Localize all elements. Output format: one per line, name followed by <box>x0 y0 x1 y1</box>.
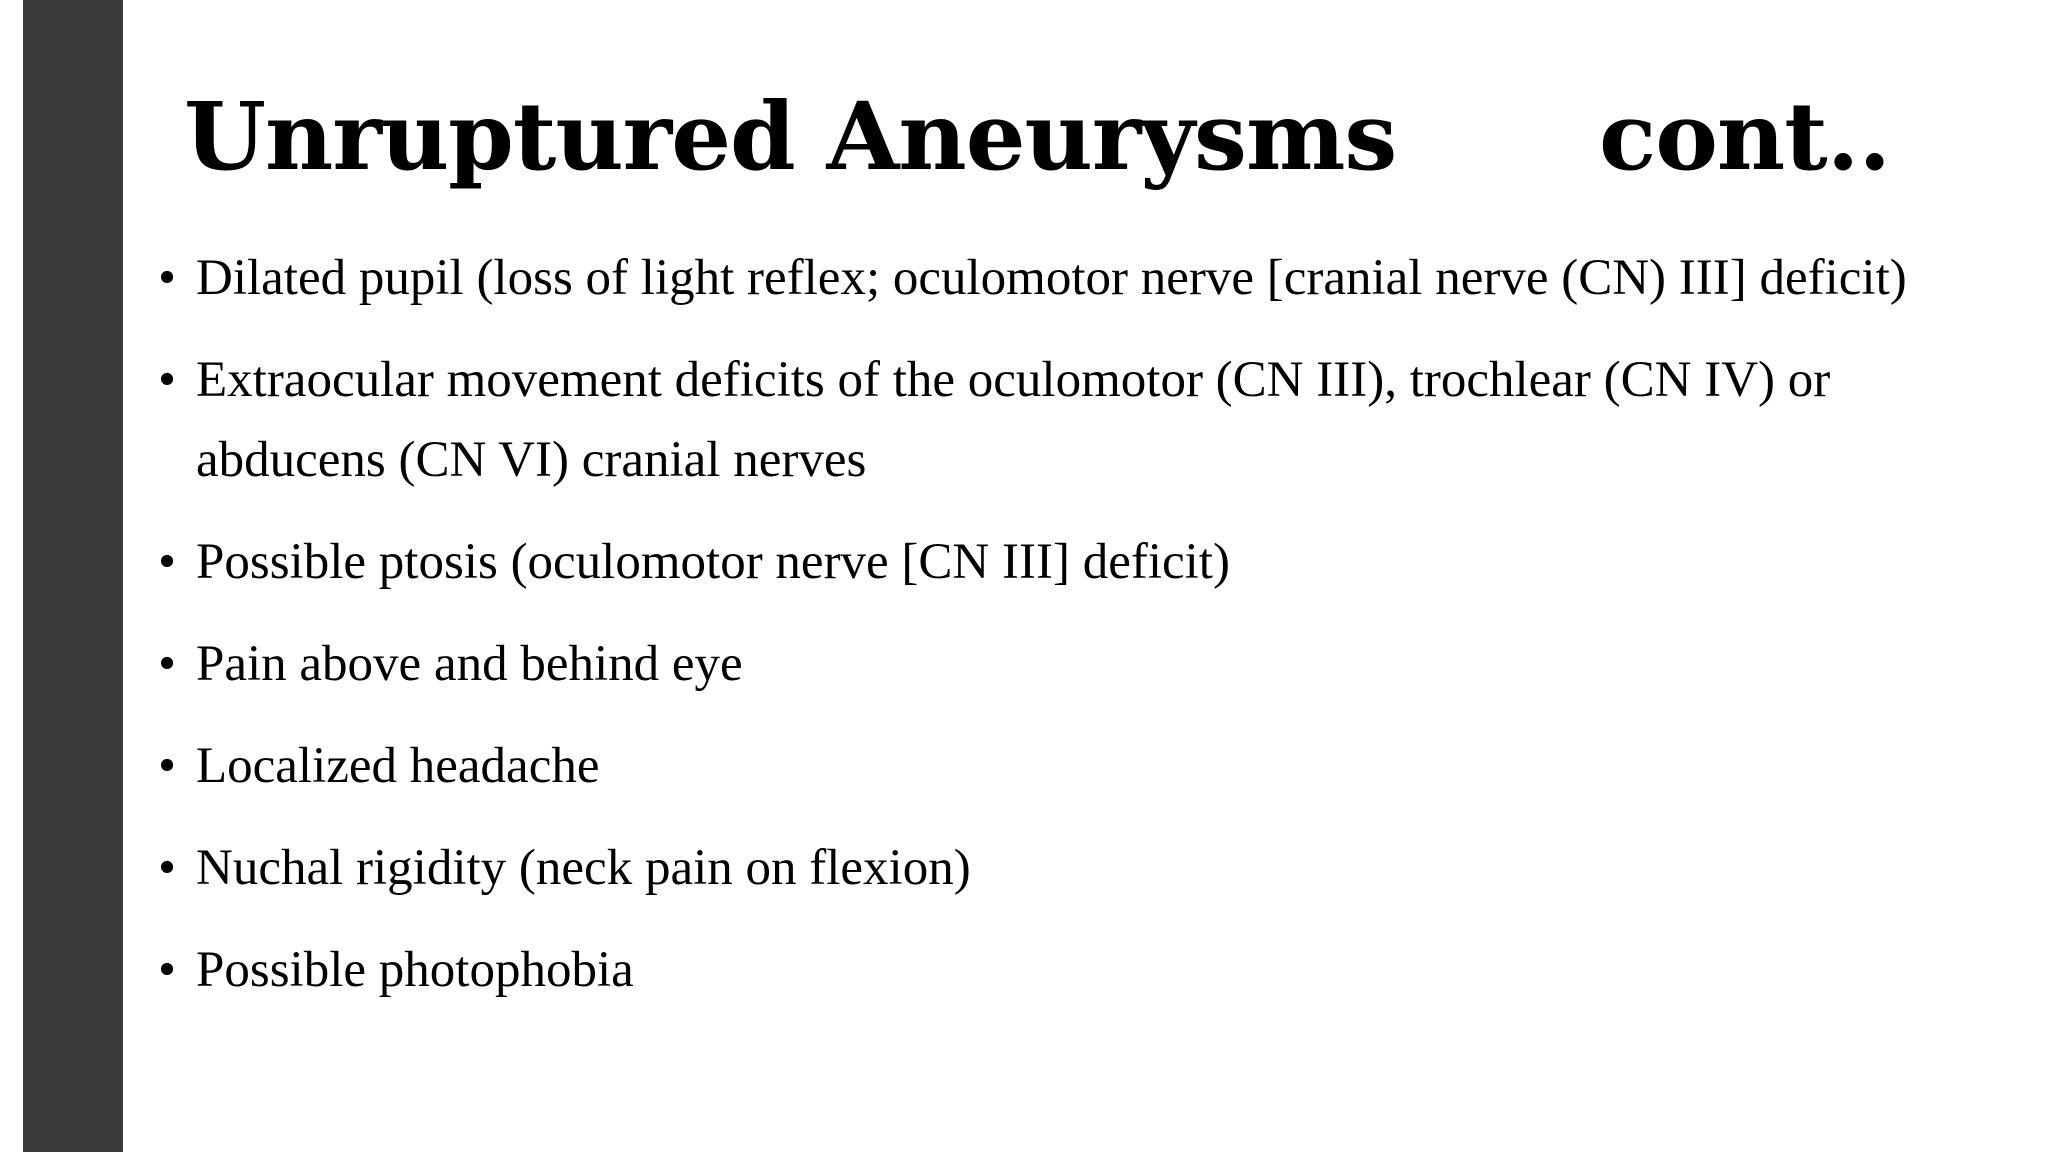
bullet-dot: • <box>158 738 176 794</box>
bullet-dot: • <box>158 250 176 306</box>
bullet-item <box>152 930 1972 1010</box>
title-text: Unruptured Aneurysms <box>184 82 1397 192</box>
slide-title <box>184 82 1891 192</box>
bullet-text: Dilated pupil (loss of light reflex; oculomotor nerve [cranial nerve (CN) III] deficit) <box>196 250 1907 306</box>
bullet-text: Localized headache <box>196 738 600 794</box>
bullet-item <box>152 726 1972 806</box>
bullet-item <box>152 238 1972 318</box>
bullet-item <box>152 340 1972 500</box>
bullet-text: Possible ptosis (oculomotor nerve [CN III] deficit) <box>196 534 1230 590</box>
bullet-list <box>152 238 1972 1032</box>
bullet-item <box>152 624 1972 704</box>
bullet-dot: • <box>158 840 176 896</box>
bullet-dot: • <box>158 352 176 408</box>
bullet-dot: • <box>158 636 176 692</box>
bullet-text: Nuchal rigidity (neck pain on flexion) <box>196 840 971 896</box>
bullet-text: Pain above and behind eye <box>196 636 743 692</box>
bullet-item <box>152 522 1972 602</box>
bullet-text: Possible photophobia <box>196 942 634 998</box>
bullet-dot: • <box>158 942 176 998</box>
bullet-text: Extraocular movement deficits of the oculomotor (CN III), trochlear (CN IV) or abducens (CN VI) cranial nerves <box>196 352 1831 488</box>
title-continued-label: cont.. <box>1599 82 1891 192</box>
left-accent-bar <box>23 0 123 1152</box>
bullet-item <box>152 828 1972 908</box>
bullet-dot: • <box>158 534 176 590</box>
